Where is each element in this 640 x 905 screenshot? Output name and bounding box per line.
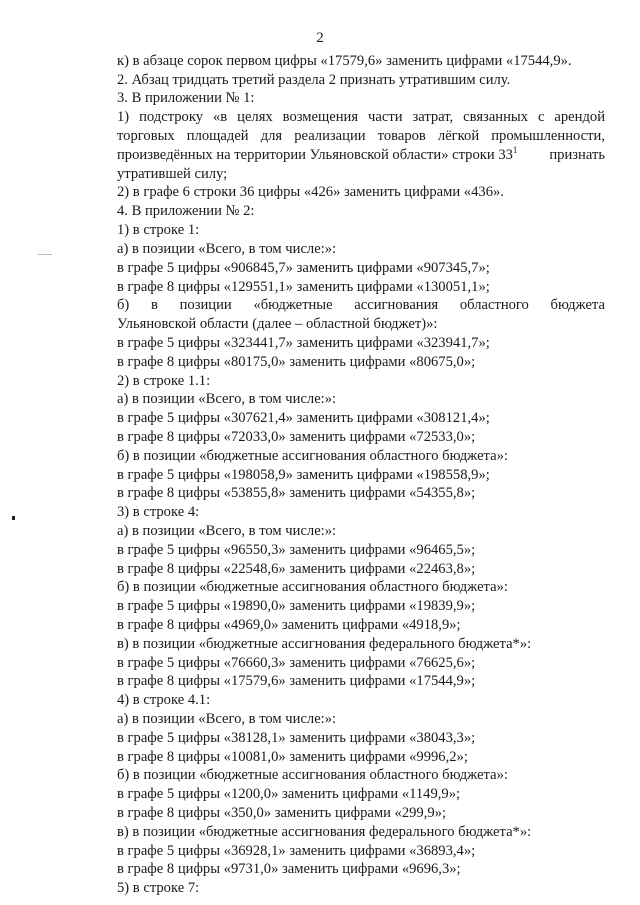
text-line: а) в позиции «Всего, в том числе:»:	[117, 523, 337, 539]
text-line: утратившей силу;	[117, 166, 228, 182]
text-line: 1) подстроку «в целях возмещения части затрат, связанных с арендой	[117, 109, 605, 125]
text-line: б) в позиции «бюджетные ассигнования областного бюджета»:	[117, 767, 508, 783]
text-line: торговых площадей для реализации товаров лёгкой промышленности,	[117, 128, 605, 144]
text-line: в графе 8 цифры «72033,0» заменить цифрами «72533,0»;	[117, 429, 476, 445]
page-number: 2	[316, 30, 324, 46]
scan-speck	[12, 516, 15, 520]
text-line: в графе 5 цифры «307621,4» заменить цифрами «308121,4»;	[117, 410, 490, 426]
text-line: в) в позиции «бюджетные ассигнования федерального бюджета*»:	[117, 636, 532, 652]
word: в	[151, 297, 158, 313]
scan-speck	[38, 254, 52, 255]
text-line-with-footnote	[117, 146, 605, 164]
text-line: 1) в строке 1:	[117, 222, 200, 238]
text-line: Ульяновской области (далее – областной бюджет)»:	[117, 316, 438, 332]
word: областного	[459, 297, 529, 313]
text-line: а) в позиции «Всего, в том числе:»:	[117, 711, 337, 727]
text-fragment: произведённых на территории Ульяновской области» строки $33^1$	[117, 145, 518, 163]
text-line: в графе 5 цифры «76660,3» заменить цифрами «76625,6»;	[117, 655, 476, 671]
text-line: в графе 5 цифры «906845,7» заменить цифрами «907345,7»;	[117, 260, 490, 276]
text-line: в графе 5 цифры «36928,1» заменить цифрами «36893,4»;	[117, 843, 476, 859]
text-line: в графе 8 цифры «129551,1» заменить цифрами «130051,1»;	[117, 279, 490, 295]
text-line: а) в позиции «Всего, в том числе:»:	[117, 241, 337, 257]
text-fragment: признать	[549, 147, 605, 163]
word: позиции	[179, 297, 232, 313]
text-line: а) в позиции «Всего, в том числе:»:	[117, 391, 337, 407]
text-line: в графе 5 цифры «38128,1» заменить цифрами «38043,3»;	[117, 730, 476, 746]
text-line: 4) в строке 4.1:	[117, 692, 211, 708]
text-line: в графе 8 цифры «350,0» заменить цифрами «299,9»;	[117, 805, 447, 821]
text-line: в графе 5 цифры «19890,0» заменить цифрами «19839,9»;	[117, 598, 476, 614]
text-line: 2. Абзац тридцать третий раздела 2 признать утратившим силу.	[117, 72, 511, 88]
text-line: в графе 8 цифры «9731,0» заменить цифрами «9696,3»;	[117, 861, 461, 877]
text-line: 2) в строке 1.1:	[117, 373, 211, 389]
text-line: в) в позиции «бюджетные ассигнования федерального бюджета*»:	[117, 824, 532, 840]
text-line-justified	[117, 296, 605, 314]
text-line: в графе 8 цифры «17579,6» заменить цифрами «17544,9»;	[117, 673, 476, 689]
word: бюджета	[550, 297, 605, 313]
text-line: в графе 5 цифры «198058,9» заменить цифрами «198558,9»;	[117, 467, 490, 483]
word: б)	[117, 297, 130, 313]
text-line: в графе 5 цифры «96550,3» заменить цифрами «96465,5»;	[117, 542, 476, 558]
text-line: в графе 8 цифры «22548,6» заменить цифрами «22463,8»;	[117, 561, 476, 577]
footnote-marker: 1	[512, 145, 518, 155]
text-line: 3. В приложении № 1:	[117, 90, 255, 106]
text-line: б) в позиции «бюджетные ассигнования областного бюджета»:	[117, 448, 508, 464]
text-line: в графе 8 цифры «4969,0» заменить цифрами «4918,9»;	[117, 617, 461, 633]
text-line: в графе 5 цифры «323441,7» заменить цифрами «323941,7»;	[117, 335, 490, 351]
text-line: 3) в строке 4:	[117, 504, 200, 520]
text-line: в графе 5 цифры «1200,0» заменить цифрами «1149,9»;	[117, 786, 461, 802]
text-line: в графе 8 цифры «80175,0» заменить цифрами «80675,0»;	[117, 354, 476, 370]
word: «бюджетные	[253, 297, 333, 313]
text-line: в графе 8 цифры «53855,8» заменить цифрами «54355,8»;	[117, 485, 476, 501]
text-line: б) в позиции «бюджетные ассигнования областного бюджета»:	[117, 579, 508, 595]
word: ассигнования	[354, 297, 439, 313]
text-line: в графе 8 цифры «10081,0» заменить цифрами «9996,2»;	[117, 749, 468, 765]
text-line: 5) в строке 7:	[117, 880, 200, 896]
text-line: 2) в графе 6 строки 36 цифры «426» заменить цифрами «436».	[117, 184, 504, 200]
text-line: 4. В приложении № 2:	[117, 203, 255, 219]
text-line: к) в абзаце сорок первом цифры «17579,6» заменить цифрами «17544,9».	[117, 53, 572, 69]
